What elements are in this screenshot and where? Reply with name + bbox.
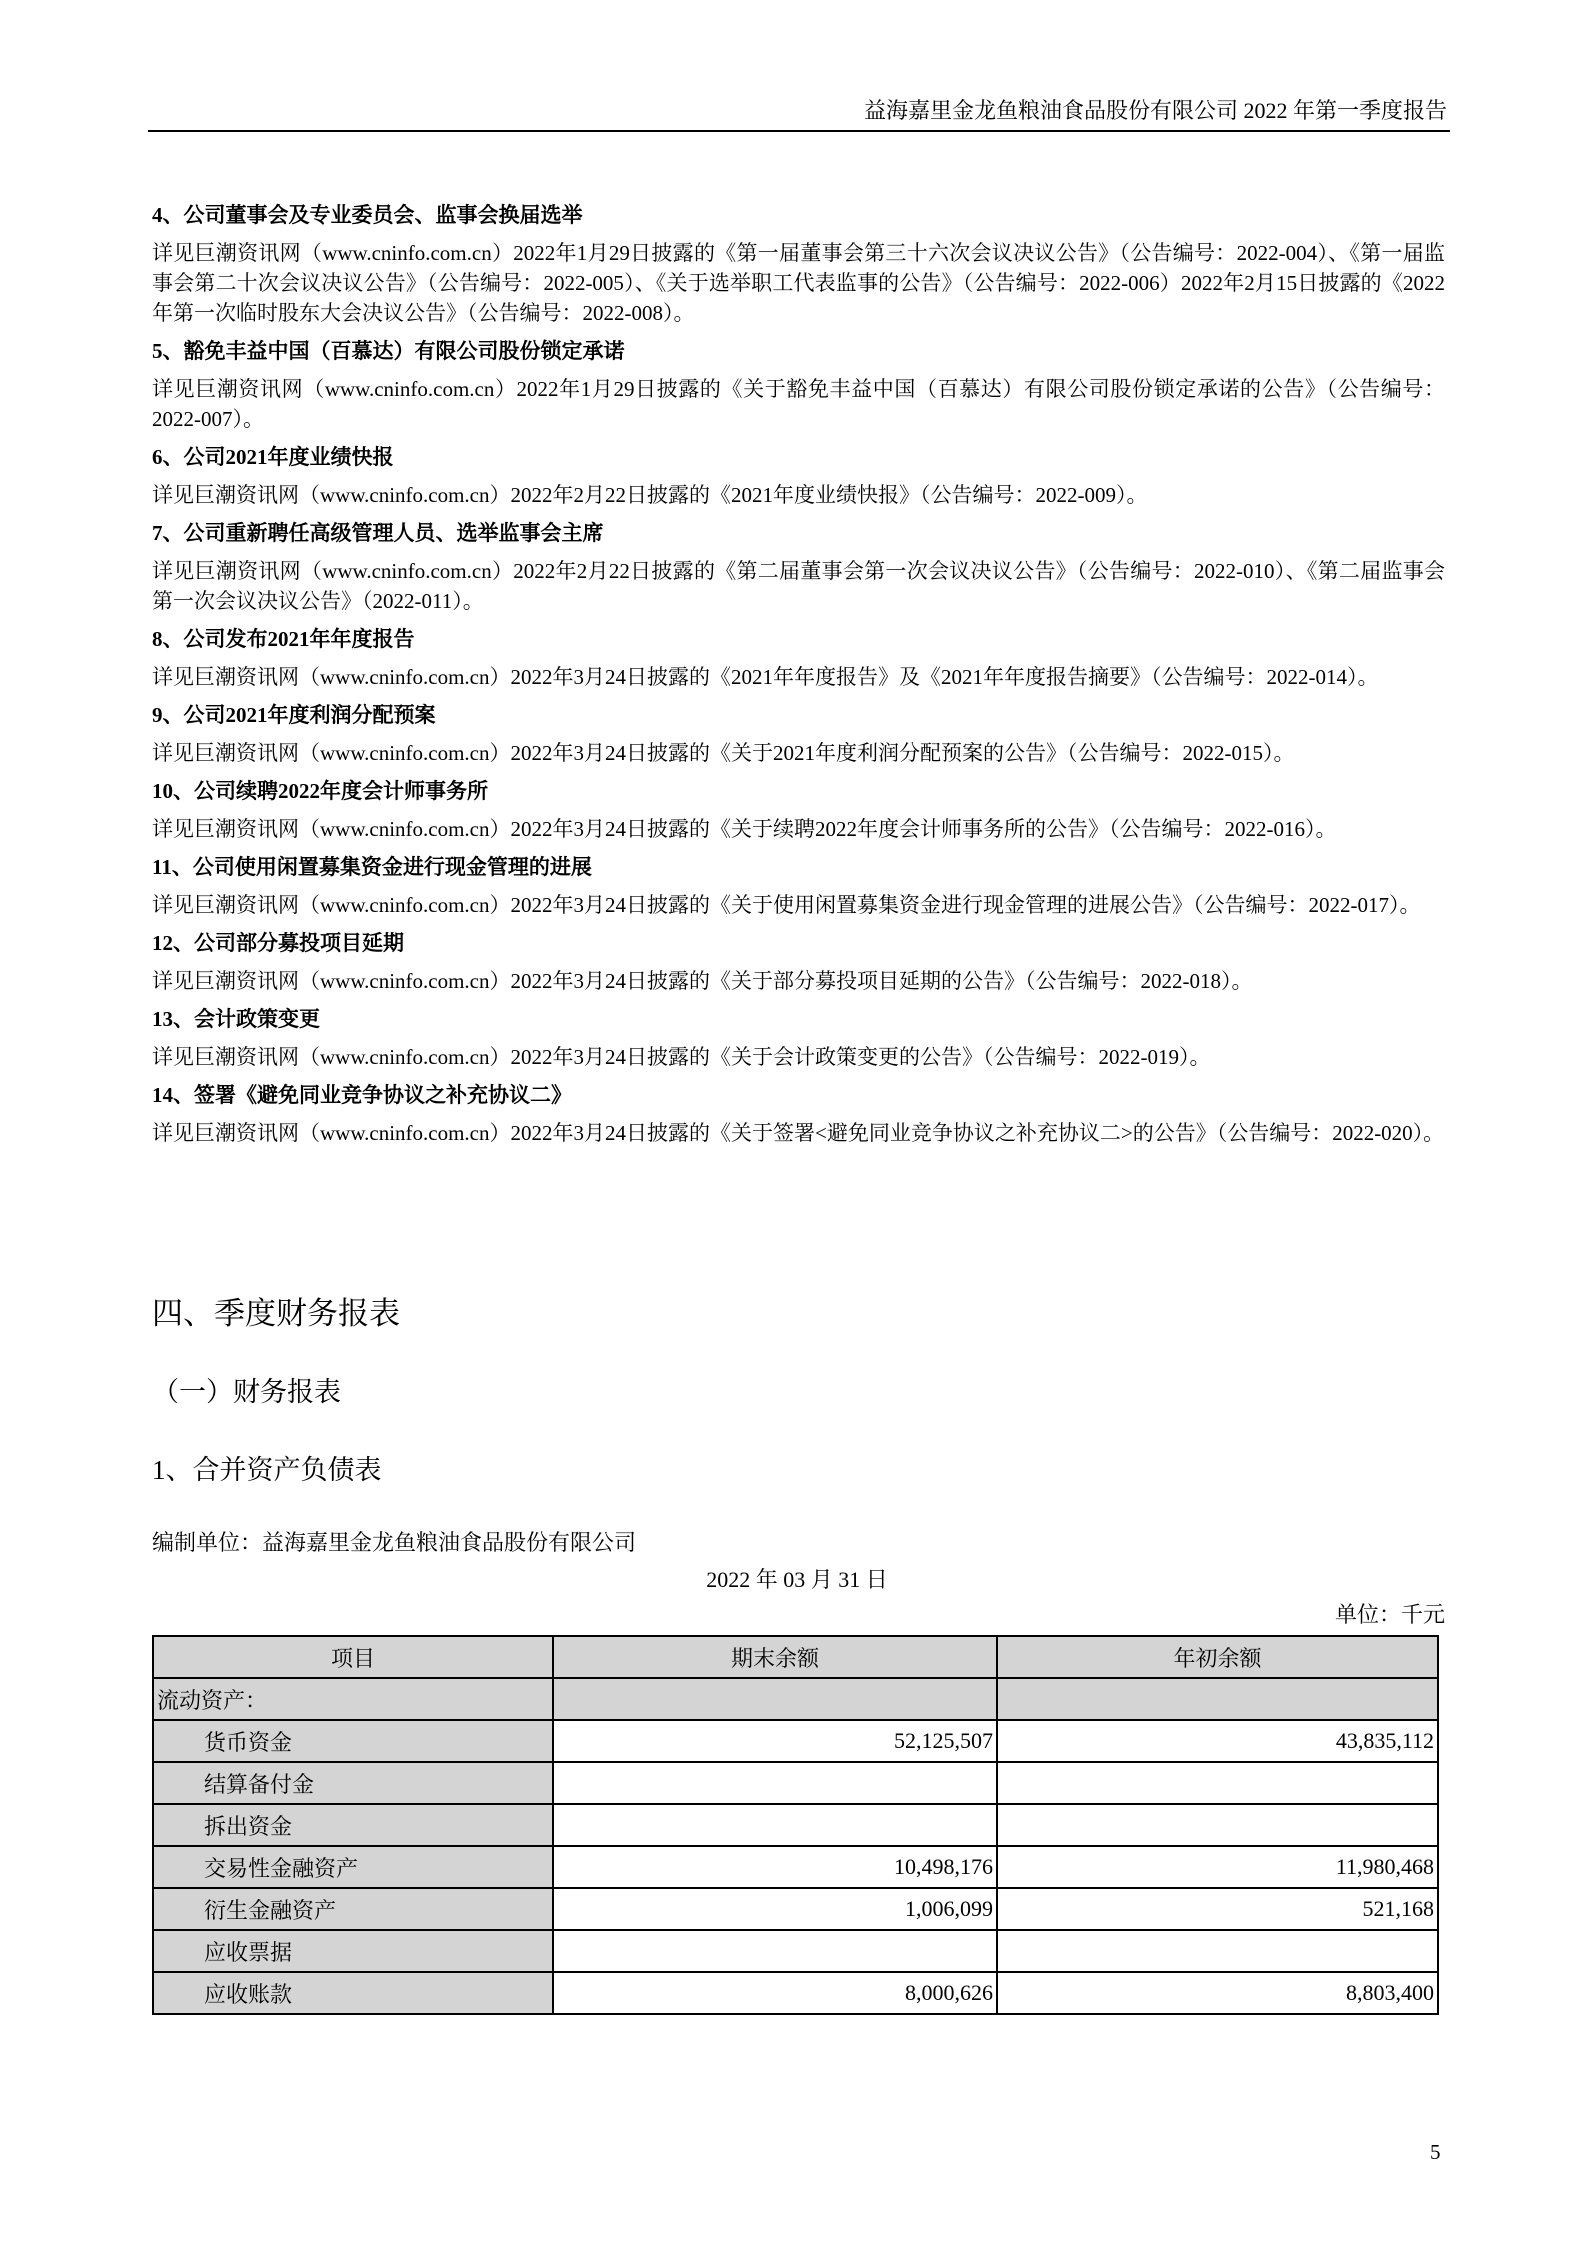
row-item: 货币资金	[153, 1720, 553, 1762]
event-description: 详见巨潮资讯网（www.cninfo.com.cn）2022年3月24日披露的《关于续聘2022年度会计师事务所的公告》（公告编号：2022-016）。	[152, 817, 1337, 841]
event-description: 详见巨潮资讯网（www.cninfo.com.cn）2022年3月24日披露的《关于2021年度利润分配预案的公告》（公告编号：2022-015）。	[152, 741, 1295, 765]
event-heading: 14、签署《避免同业竞争协议之补充协议二》	[152, 1083, 572, 1107]
event-description: 详见巨潮资讯网（www.cninfo.com.cn）2022年2月22日披露的《2021年度业绩快报》（公告编号：2022-009）。	[152, 483, 1148, 507]
row-item: 交易性金融资产	[153, 1846, 553, 1888]
event-heading: 7、公司重新聘任高级管理人员、选举监事会主席	[152, 521, 604, 545]
section-title: 四、季度财务报表	[152, 1296, 400, 1331]
table-row	[153, 1762, 1438, 1804]
event-heading: 8、公司发布2021年年度报告	[152, 627, 415, 651]
row-begin-balance: 8,803,400	[997, 1972, 1438, 2014]
event-description: 详见巨潮资讯网（www.cninfo.com.cn）2022年3月24日披露的《关于签署<避免同业竞争协议之补充协议二>的公告》（公告编号：2022-020）。	[152, 1121, 1445, 1145]
row-end-balance	[553, 1762, 997, 1804]
row-end-balance: 8,000,626	[553, 1972, 997, 2014]
page-number: 5	[1430, 2140, 1441, 2164]
event-heading: 6、公司2021年度业绩快报	[152, 445, 394, 469]
group-label: 流动资产：	[153, 1678, 553, 1720]
table-row	[153, 1888, 1438, 1930]
event-heading: 10、公司续聘2022年度会计师事务所	[152, 779, 488, 803]
event-heading: 5、豁免丰益中国（百慕达）有限公司股份锁定承诺	[152, 339, 625, 363]
event-description: 详见巨潮资讯网（www.cninfo.com.cn）2022年1月29日披露的《第一届董事会第三十六次会议决议公告》（公告编号：2022-004）、《第一届监事会第二十次会议决议公告》（公告编号：2022-005）、《关于选举职工代表监事的公告》（公告编号：2022-006）2022年2月15日披露的《2022年第一次临时股东大会决议公告》（公告编号：2022-008）。	[152, 241, 1445, 325]
table-row	[153, 1972, 1438, 2014]
event-description: 详见巨潮资讯网（www.cninfo.com.cn）2022年2月22日披露的《第二届董事会第一次会议决议公告》（公告编号：2022-010）、《第二届监事会第一次会议决议公告》（2022-011）。	[152, 559, 1445, 613]
row-begin-balance: 11,980,468	[997, 1846, 1438, 1888]
table-row	[153, 1804, 1438, 1846]
subsection-title: （一）财务报表	[152, 1377, 341, 1407]
table-row	[153, 1930, 1438, 1972]
table-row	[153, 1720, 1438, 1762]
row-end-balance: 10,498,176	[553, 1846, 997, 1888]
row-begin-balance: 43,835,112	[997, 1720, 1438, 1762]
row-end-balance: 52,125,507	[553, 1720, 997, 1762]
event-heading: 13、会计政策变更	[152, 1007, 320, 1031]
balance-sheet-table	[152, 1635, 1439, 2015]
row-item: 应收票据	[153, 1930, 553, 1972]
row-item: 衍生金融资产	[153, 1888, 553, 1930]
page-header: 益海嘉里金龙鱼粮油食品股份有限公司 2022 年第一季度报告	[863, 98, 1447, 123]
row-item: 应收账款	[153, 1972, 553, 2014]
currency-unit: 单位：千元	[1334, 1602, 1445, 1627]
table-group-row	[153, 1678, 1438, 1720]
column-header-begin-balance: 年初余额	[997, 1636, 1438, 1678]
row-begin-balance: 521,168	[997, 1888, 1438, 1930]
column-header-end-balance: 期末余额	[553, 1636, 997, 1678]
header-divider	[148, 130, 1450, 132]
event-description: 详见巨潮资讯网（www.cninfo.com.cn）2022年3月24日披露的《2021年年度报告》及《2021年年度报告摘要》（公告编号：2022-014）。	[152, 665, 1379, 689]
event-description: 详见巨潮资讯网（www.cninfo.com.cn）2022年3月24日披露的《关于使用闲置募集资金进行现金管理的进展公告》（公告编号：2022-017）。	[152, 893, 1421, 917]
event-description: 详见巨潮资讯网（www.cninfo.com.cn）2022年1月29日披露的《关于豁免丰益中国（百慕达）有限公司股份锁定承诺的公告》（公告编号：2022-007）。	[152, 377, 1445, 431]
report-date: 2022 年 03 月 31 日	[706, 1567, 888, 1592]
table-row	[153, 1846, 1438, 1888]
row-end-balance	[553, 1804, 997, 1846]
event-heading: 11、公司使用闲置募集资金进行现金管理的进展	[152, 855, 592, 879]
event-heading: 4、公司董事会及专业委员会、监事会换届选举	[152, 203, 583, 227]
event-heading: 12、公司部分募投项目延期	[152, 931, 404, 955]
row-item: 拆出资金	[153, 1804, 553, 1846]
row-begin-balance	[997, 1930, 1438, 1972]
row-end-balance: 1,006,099	[553, 1888, 997, 1930]
table-title: 1、合并资产负债表	[152, 1455, 382, 1485]
event-description: 详见巨潮资讯网（www.cninfo.com.cn）2022年3月24日披露的《关于部分募投项目延期的公告》（公告编号：2022-018）。	[152, 969, 1253, 993]
row-begin-balance	[997, 1804, 1438, 1846]
row-begin-balance	[997, 1762, 1438, 1804]
event-description: 详见巨潮资讯网（www.cninfo.com.cn）2022年3月24日披露的《关于会计政策变更的公告》（公告编号：2022-019）。	[152, 1045, 1211, 1069]
row-item: 结算备付金	[153, 1762, 553, 1804]
prepared-by: 编制单位：益海嘉里金龙鱼粮油食品股份有限公司	[152, 1530, 637, 1555]
row-end-balance	[553, 1930, 997, 1972]
column-header-item: 项目	[153, 1636, 553, 1678]
event-heading: 9、公司2021年度利润分配预案	[152, 703, 436, 727]
major-events-list	[152, 192, 1445, 1148]
